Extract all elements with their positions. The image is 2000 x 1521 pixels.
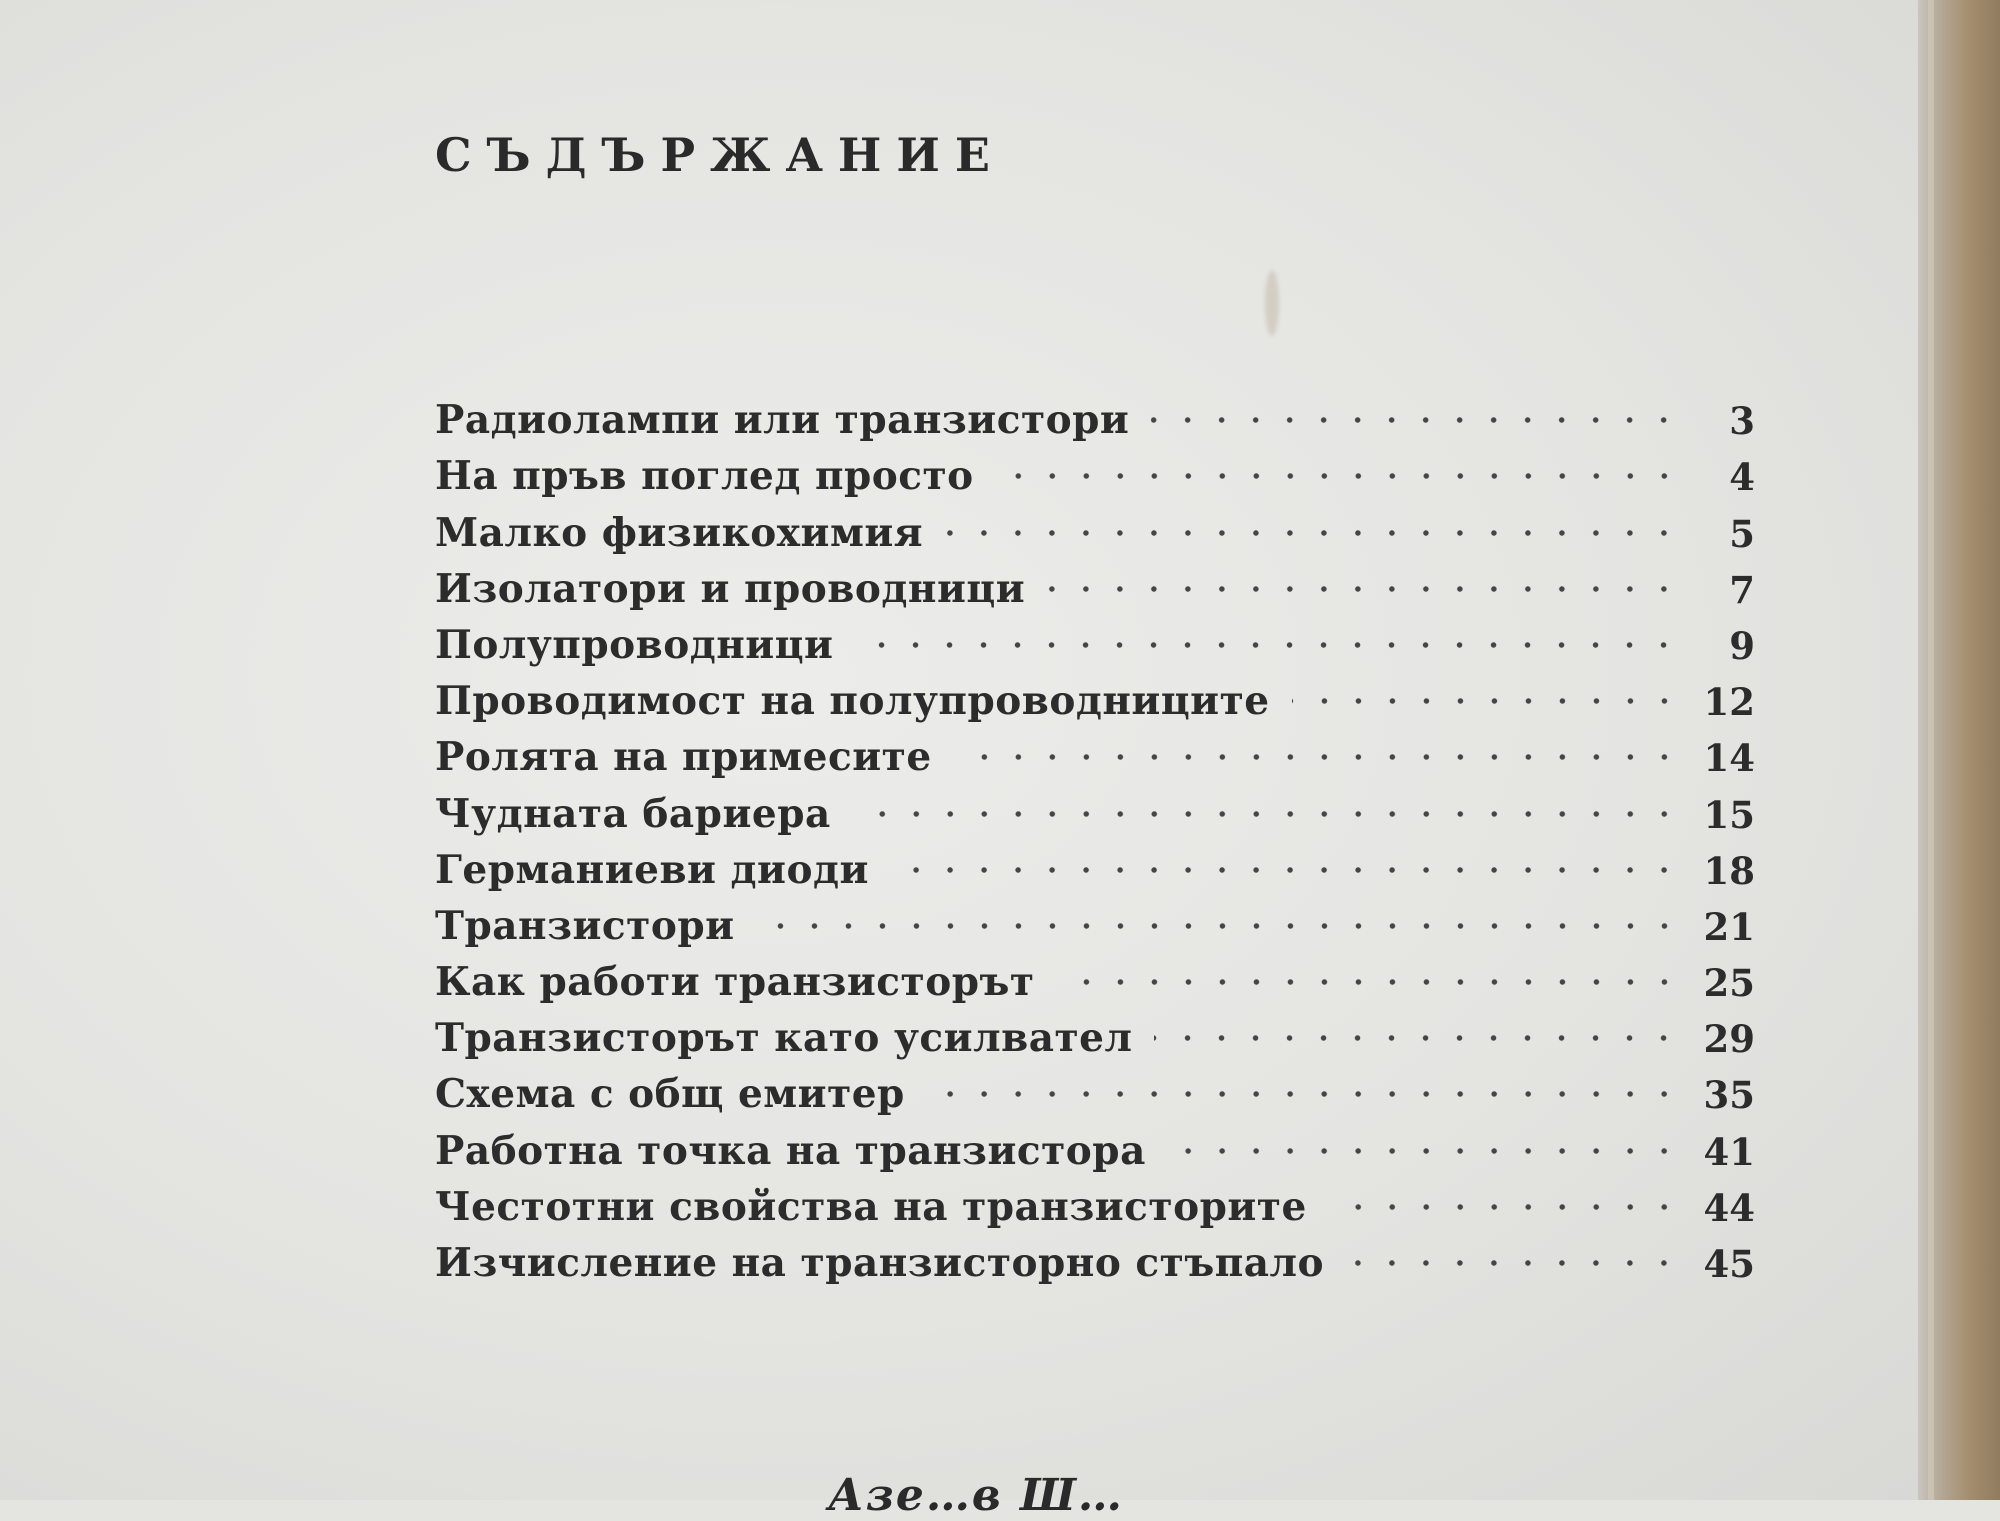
dot-leader (927, 1080, 1681, 1120)
toc-page-number: 45 (1703, 1242, 1755, 1286)
toc-entry[interactable] (435, 502, 1755, 558)
dot-leader (1329, 1193, 1681, 1233)
paper-smudge (1265, 270, 1279, 336)
toc-entry[interactable] (435, 1233, 1755, 1289)
toc-entry[interactable] (435, 1177, 1755, 1233)
toc-page-number: 14 (1703, 736, 1755, 781)
toc-page-number: 9 (1729, 623, 1755, 668)
page-title: СЪДЪРЖАНИЕ (435, 128, 1005, 182)
toc-entry-title: Работна точка на транзистора (435, 1127, 1146, 1174)
toc-page-number: 3 (1729, 399, 1755, 444)
toc-entry[interactable] (435, 390, 1755, 446)
toc-entry[interactable] (435, 1008, 1755, 1064)
toc-entry[interactable] (435, 446, 1755, 502)
toc-entry[interactable] (435, 559, 1755, 615)
toc-page-number: 18 (1703, 848, 1755, 893)
dot-leader (1151, 406, 1681, 446)
toc-entry-title: Чудната бариера (435, 790, 831, 837)
toc-entry-title: На пръв поглед просто (435, 453, 974, 500)
toc-page-number: 5 (1729, 511, 1755, 556)
dot-leader (1154, 1024, 1681, 1064)
dot-leader (1292, 687, 1681, 727)
toc-entry[interactable] (435, 615, 1755, 671)
toc-page-number: 29 (1703, 1017, 1755, 1062)
toc-entry-title: Транзисторът като усилвател (435, 1015, 1133, 1062)
toc-page-number: 44 (1703, 1185, 1755, 1230)
toc-page-number: 4 (1729, 455, 1755, 500)
dot-leader (996, 462, 1681, 502)
toc-page-number: 41 (1703, 1129, 1755, 1174)
toc-entry-title: Транзистори (435, 902, 735, 949)
toc-entry[interactable] (435, 1064, 1755, 1120)
toc-entry[interactable] (435, 896, 1755, 952)
dot-leader (891, 856, 1681, 896)
dot-leader (954, 743, 1681, 783)
toc-entry-title: Ролята на примесите (435, 734, 932, 781)
toc-entry-title: Германиеви диоди (435, 846, 869, 893)
toc-entry[interactable] (435, 952, 1755, 1008)
toc-entry[interactable] (435, 840, 1755, 896)
toc-entry[interactable] (435, 1120, 1755, 1176)
toc-entry-title: Изолатори и проводници (435, 565, 1026, 612)
toc-page-number: 12 (1703, 680, 1755, 725)
page-edge-line (1928, 0, 1934, 1500)
toc-entry[interactable] (435, 727, 1755, 783)
table-of-contents (435, 390, 1755, 1289)
toc-entry-title: Проводимост на полупроводниците (435, 678, 1270, 725)
toc-entry-title: Полупроводници (435, 621, 834, 668)
dot-leader (853, 800, 1681, 840)
toc-page-number: 7 (1729, 567, 1755, 612)
dot-leader (757, 912, 1681, 952)
toc-page-number: 25 (1703, 961, 1755, 1006)
toc-page-number: 21 (1703, 904, 1755, 949)
toc-entry-title: Честотни свойства на транзисторите (435, 1183, 1307, 1230)
toc-entry[interactable] (435, 671, 1755, 727)
footer-author-text: Азе…в Ш… (828, 1470, 1124, 1521)
dot-leader (1057, 968, 1681, 1008)
dot-leader (945, 519, 1681, 559)
dot-leader (855, 631, 1681, 671)
toc-entry[interactable] (435, 783, 1755, 839)
toc-entry-title: Схема с общ емитер (435, 1071, 905, 1118)
toc-page-number: 35 (1703, 1073, 1755, 1118)
toc-entry-title: Изчисление на транзисторно стъпало (435, 1240, 1325, 1286)
toc-page-number: 15 (1703, 792, 1755, 837)
dot-leader (1168, 1137, 1681, 1177)
toc-entry-title: Малко физикохимия (435, 509, 924, 556)
toc-entry-title: Как работи транзисторът (435, 959, 1035, 1006)
dot-leader (1047, 575, 1681, 615)
dot-leader (1346, 1249, 1681, 1289)
toc-entry-title: Радиолампи или транзистори (435, 397, 1130, 444)
